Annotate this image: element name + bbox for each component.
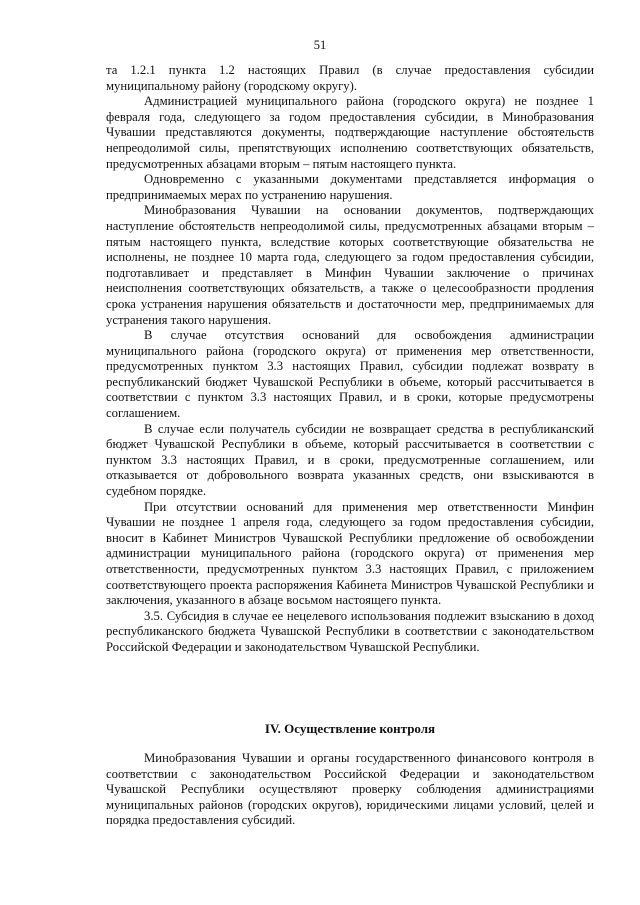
closing-text xyxy=(106,751,594,829)
page-number: 51 xyxy=(313,38,327,52)
paragraph: Минобразования Чувашии и органы государственного финансового контроля в соответствии с законодательством Российской Федерации и законодательством Чувашской Республики осуществляют проверку соблюдения администрациями муниципальных районов (городских округов), юридическими лицами условий, целей и порядка предоставления субсидий. xyxy=(106,751,594,828)
paragraph: В случае если получатель субсидии не возвращает средства в республиканский бюджет Чувашской Республики в объеме, который рассчитывается в соответствии с пунктом 3.3 настоящих Правил, и в сроки, предусмотренные соглашением, или отказывается от добровольного возврата указанных средств, они взыскиваются в судебном порядке. xyxy=(106,421,594,499)
paragraph: При отсутствии оснований для применения мер ответственности Минфин Чувашии не позднее 1 апреля года, следующего за годом предоставления субсидии, вносит в Кабинет Министров Чувашской Республики предложение об освобождении администрации муниципального района (городского округа) от применения мер ответственности, предусмотренных пунктом 3.3 настоящих Правил, с приложением соответствующего проекта распоряжения Кабинета Министров Чувашской Республики и заключения, указанного в абзаце восьмом настоящего пункта. xyxy=(106,499,594,608)
paragraph: Одновременно с указанными документами представляется информация о предпринимаемых мерах по устранению нарушения. xyxy=(106,172,594,202)
paragraph: Администрацией муниципального района (городского округа) не позднее 1 февраля года, следующего за годом предоставления субсидии, в Минобразования Чувашии представляются документы, подтверждающие наступление обстоятельств непреодолимой силы, препятствующих исполнению соответствующих обязательств, предусмотренных абзацами вторым – пятым настоящего пункта. xyxy=(106,94,594,171)
paragraph: 3.5. Субсидия в случае ее нецелевого использования подлежит взысканию в доход республиканского бюджета Чувашской Республики в соответствии с законодательством Российской Федерации и законодательством Чувашской Республики. xyxy=(106,608,594,654)
paragraph: Минобразования Чувашии на основании документов, подтверждающих наступление обстоятельств непреодолимой силы, предусмотренных абзацами вторым – пятым настоящего пункта, вследствие которых соответствующие обязательства не исполнены, не позднее 10 марта года, следующего за годом предоставления субсидии, подготавливает и представляет в Минфин Чувашии заключение о причинах неисполнения соответствующих обязательств, а также о целесообразности продления срока устранения нарушения обязательств и достаточности мер, предпринимаемых для устранения такого нарушения. xyxy=(106,203,594,327)
section-heading: IV. Осуществление контроля xyxy=(264,721,436,736)
paragraph: В случае отсутствия оснований для освобождения администрации муниципального района (городского округа) от применения мер ответственности, предусмотренных пунктом 3.3 настоящих Правил, субсидии подлежат возврату в республиканский бюджет Чувашской Республики в объеме, который рассчитывается в соответствии с пунктом 3.3 настоящих Правил, и в сроки, которые предусмотрены соглашением. xyxy=(106,328,594,421)
body-text xyxy=(106,63,594,656)
paragraph-continuation: та 1.2.1 пункта 1.2 настоящих Правил (в случае предоставления субсидии муниципальному району (городскому округу). xyxy=(106,63,594,93)
